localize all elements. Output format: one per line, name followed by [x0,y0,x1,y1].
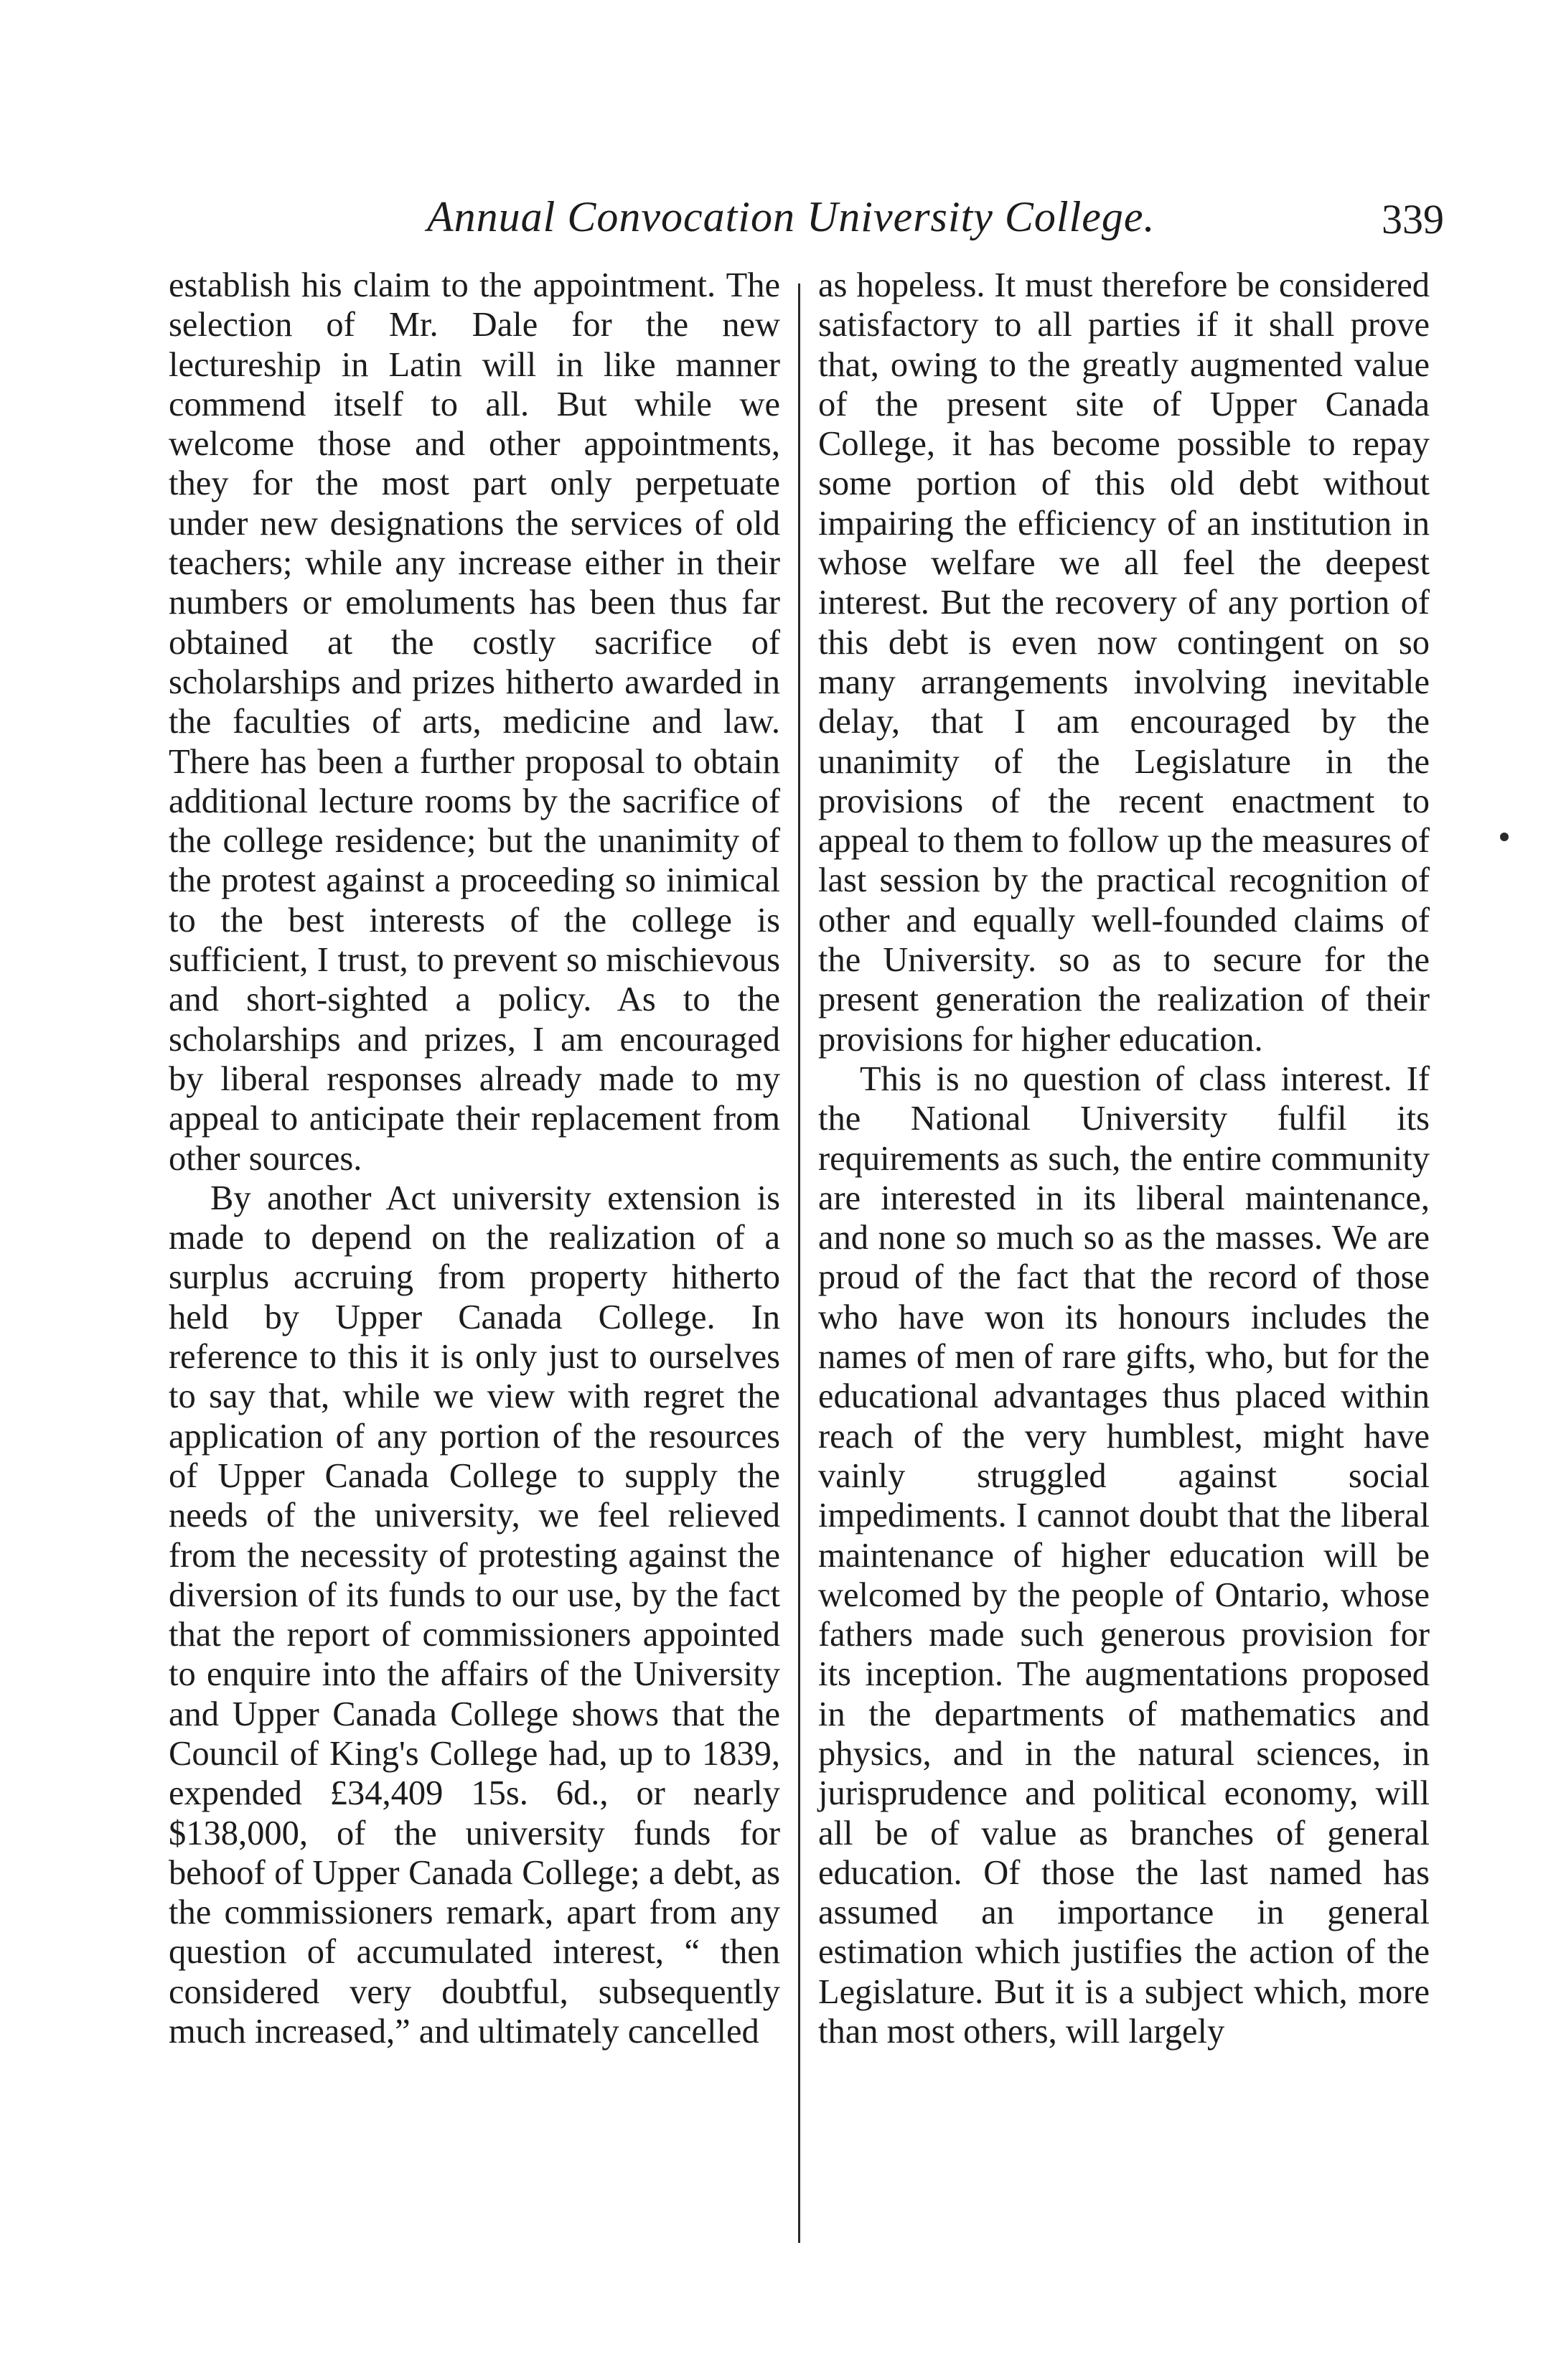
right-column [818,266,1430,2051]
running-head [0,192,1561,250]
right-paragraph-1: as hopeless. It must therefore be considered satisfactory to all parties if it shall prove that, owing to the greatly augmented value of the present site of Upper Canada College, it has become possible to repay some portion of this old debt without impairing the efficiency of an institution in whose welfare we all feel the deepest interest. But the recovery of any portion of this debt is even now contingent on so many arrangements involving inevitable delay, that I am encouraged by the unanimity of the Legislature in the provisions of the recent enactment to appeal to them to follow up the measures of last session by the practical recognition of other and equally well-founded claims of the University. so as to secure for the present generation the realization of their provisions for higher education. [818,266,1430,1059]
running-title: Annual Convocation University College. [427,193,1155,240]
left-paragraph-1: establish his claim to the appointment. The selection of Mr. Dale for the new lectureship in Latin will in like manner commend itself to all. But while we welcome those and other appointments, they for the most part only perpetuate under new designations the services of old teachers; while any increase either in their numbers or emoluments has been thus far obtained at the costly sacrifice of scholarships and prizes hitherto awarded in the faculties of arts, medicine and law. There has been a further proposal to obtain additional lecture rooms by the sacrifice of the college residence; but the unanimity of the protest against a proceeding so inimical to the best interests of the college is sufficient, I trust, to prevent so mischievous and short-sighted a policy. As to the scholarships and prizes, I am encouraged by liberal responses already made to my appeal to anticipate their replacement from other sources. [169,266,780,1178]
left-column [169,266,780,2051]
page-number: 339 [1382,196,1444,243]
right-paragraph-2: This is no question of class interest. If the National University fulfil its requirements as such, the entire community are interested in its liberal maintenance, and none so much so as the masses. We are proud of the fact that the record of those who have won its honours includes the names of men of rare gifts, who, but for the educational advantages thus placed within reach of the very humblest, might have vainly struggled against social impediments. I cannot doubt that the liberal maintenance of higher education will be welcomed by the people of Ontario, whose fathers made such generous provision for its inception. The augmentations proposed in the departments of mathematics and physics, and in the natural sciences, in jurisprudence and political economy, will all be of value as branches of general education. Of those the last named has assumed an importance in general estimation which justifies the action of the Legislature. But it is a subject which, more than most others, will largely [818,1059,1430,2051]
margin-mark [1500,833,1509,841]
column-divider [798,284,800,2243]
left-paragraph-2: By another Act university extension is made to depend on the realization of a surplus accruing from property hitherto held by Upper Canada College. In reference to this it is only just to ourselves to say that, while we view with regret the application of any portion of the resources of Upper Canada College to supply the needs of the university, we feel relieved from the necessity of protesting against the diversion of its funds to our use, by the fact that the report of commissioners appointed to enquire into the affairs of the University and Upper Canada College shows that the Council of King's College had, up to 1839, expended £34,409 15s. 6d., or nearly $138,000, of the university funds for behoof of Upper Canada College; a debt, as the commissioners remark, apart from any question of accumulated interest, “ then considered very doubtful, subsequently much increased,” and ultimately cancelled [169,1179,780,2051]
